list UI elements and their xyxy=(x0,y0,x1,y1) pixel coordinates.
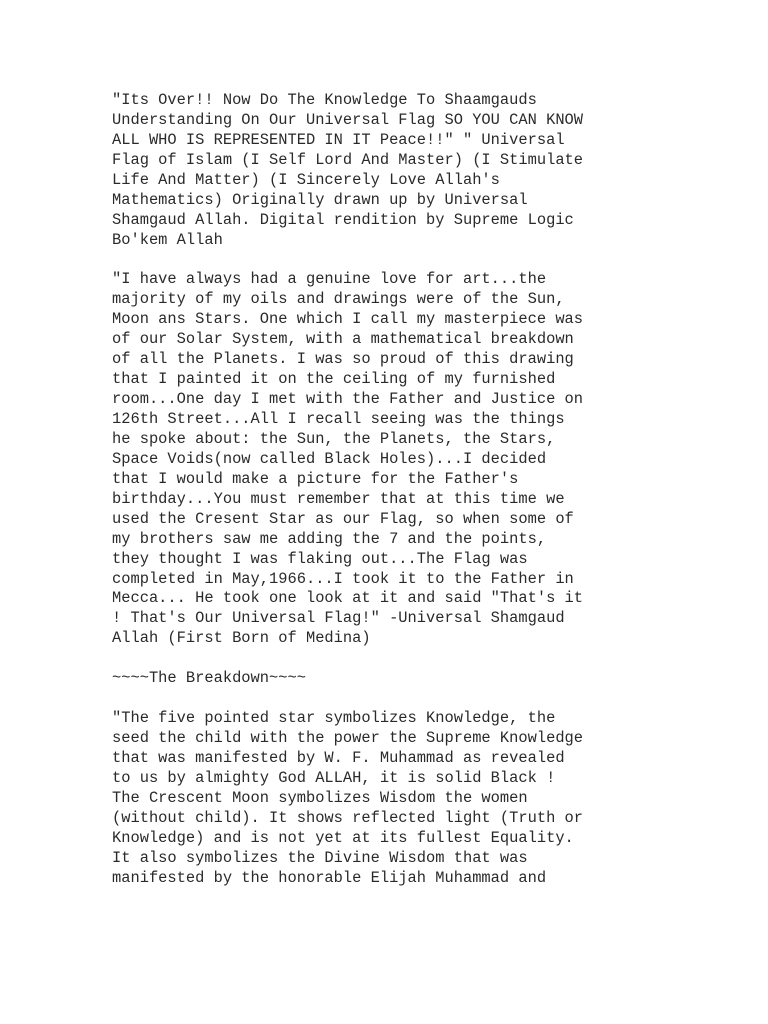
text-line: Moon ans Stars. One which I call my masterpiece was xyxy=(112,310,584,329)
text-line: Understanding On Our Universal Flag SO YOU CAN KNOW xyxy=(112,110,584,129)
text-line: room...One day I met with the Father and Justice on xyxy=(112,390,584,409)
text-line: that was manifested by W. F. Muhammad as revealed xyxy=(112,748,565,767)
text-line: Shamgaud Allah. Digital rendition by Supreme Logic xyxy=(112,210,574,229)
section-heading xyxy=(112,669,657,689)
text-line: Mecca... He took one look at it and said "That's it xyxy=(112,589,584,608)
text-line: 126th Street...All I recall seeing was the things xyxy=(112,410,565,428)
text-line: they thought I was flaking out...The Flag was xyxy=(112,549,528,568)
document-text xyxy=(112,91,657,889)
text-line: used the Cresent Star as our Flag, so when some of xyxy=(112,509,574,528)
text-line: completed in May,1966...I took it to the Father in xyxy=(112,569,574,588)
text-line: Allah (First Born of Medina) xyxy=(112,629,371,648)
text-line: Mathematics) Originally drawn up by Universal xyxy=(112,190,528,209)
text-line: of all the Planets. I was so proud of this drawing xyxy=(112,350,574,369)
text-line: Flag of Islam (I Self Lord And Master) (I Stimulate xyxy=(112,150,584,169)
text-line: birthday...You must remember that at this time we xyxy=(112,489,565,508)
text-line: "Its Over!! Now Do The Knowledge To Shaamgauds xyxy=(112,91,537,109)
text-line: ALL WHO IS REPRESENTED IN IT Peace!!" " Universal xyxy=(112,130,565,149)
text-line: Life And Matter) (I Sincerely Love Allah's xyxy=(112,170,500,189)
text-line: to us by almighty God ALLAH, it is solid Black ! xyxy=(112,768,556,787)
text-line: Space Voids(now called Black Holes)...I decided xyxy=(112,449,547,468)
text-line: It also symbolizes the Divine Wisdom that was xyxy=(112,848,528,867)
text-line: seed the child with the power the Supreme Knowledge xyxy=(112,729,584,747)
text-line: The Crescent Moon symbolizes Wisdom the women xyxy=(112,788,528,807)
text-line: that I would make a picture for the Father's xyxy=(112,469,519,488)
text-line: manifested by the honorable Elijah Muhammad and xyxy=(112,868,547,887)
text-line: (without child). It shows reflected light (Truth or xyxy=(112,808,584,827)
text-line: "I have always had a genuine love for art...the xyxy=(112,270,547,289)
text-line: "The five pointed star symbolizes Knowledge, the xyxy=(112,709,556,728)
text-line: Bo'kem Allah xyxy=(112,230,223,249)
text-line: of our Solar System, with a mathematical breakdown xyxy=(112,330,574,349)
text-line: majority of my oils and drawings were of the Sun, xyxy=(112,290,565,309)
text-line: my brothers saw me adding the 7 and the points, xyxy=(112,529,547,548)
text-line: that I painted it on the ceiling of my furnished xyxy=(112,370,556,389)
heading-line: ~~~~The Breakdown~~~~ xyxy=(112,669,306,688)
text-line: ! That's Our Universal Flag!" -Universal Shamgaud xyxy=(112,609,565,628)
text-line: he spoke about: the Sun, the Planets, the Stars, xyxy=(112,429,556,448)
paragraph-breakdown xyxy=(112,709,657,888)
paragraph-intro xyxy=(112,91,657,251)
paragraph-quote xyxy=(112,270,657,649)
text-line: Knowledge) and is not yet at its fullest Equality. xyxy=(112,828,574,847)
